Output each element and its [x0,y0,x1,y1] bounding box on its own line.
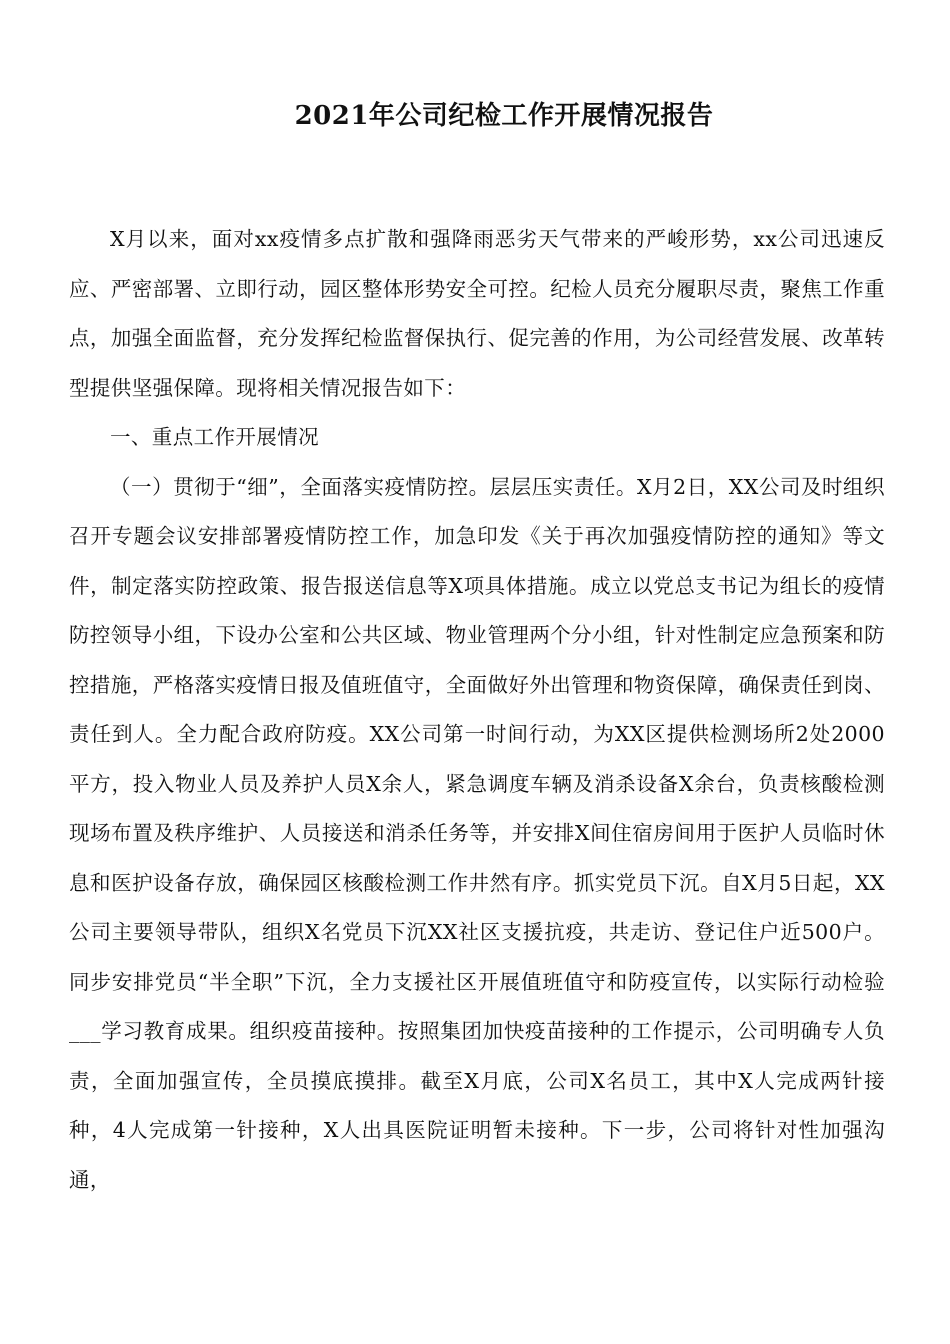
section-paragraph: （一）贯彻于“细”，全面落实疫情防控。层层压实责任。X月2日，XX公司及时组织召开专题会议安排部署疫情防控工作，加急印发《关于再次加强疫情防控的通知》等文件，制定落实防控政策、报告报送信息等X项具体措施。成立以党总支书记为组长的疫情防控领导小组，下设办公室和公共区域、物业管理两个分小组，针对性制定应急预案和防控措施，严格落实疫情日报及值班值守，全面做好外出管理和物资保障，确保责任到岗、责任到人。全力配合政府防疫。XX公司第一时间行动，为XX区提供检测场所2处2000平方，投入物业人员及养护人员X余人，紧急调度车辆及消杀设备X余台，负责核酸检测现场布置及秩序维护、人员接送和消杀任务等，并安排X间住宿房间用于医护人员临时休息和医护设备存放，确保园区核酸检测工作井然有序。抓实党员下沉。自X月5日起，XX公司主要领导带队，组织X名党员下沉XX社区支援抗疫，共走访、登记住户近500户。同步安排党员“半全职”下沉，全力支援社区开展值班值守和防疫宣传，以实际行动检验___学习教育成果。组织疫苗接种。按照集团加快疫苗接种的工作提示，公司明确专人负责，全面加强宣传，全员摸底摸排。截至X月底，公司X名员工，其中X人完成两针接种，4人完成第一针接种，X人出具医院证明暂未接种。下一步，公司将针对性加强沟通， [69,474,885,1192]
section-heading: 一、重点工作开展情况 [110,425,319,449]
document-body [69,215,885,1205]
document-title: 2021年公司纪检工作开展情况报告 [294,101,714,131]
intro-paragraph: X月以来，面对xx疫情多点扩散和强降雨恶劣天气带来的严峻形势，xx公司迅速反应、严密部署、立即行动，园区整体形势安全可控。纪检人员充分履职尽责，聚焦工作重点，加强全面监督，充分发挥纪检监督保执行、促完善的作用，为公司经营发展、改革转型提供坚强保障。现将相关情况报告如下： [69,227,885,400]
